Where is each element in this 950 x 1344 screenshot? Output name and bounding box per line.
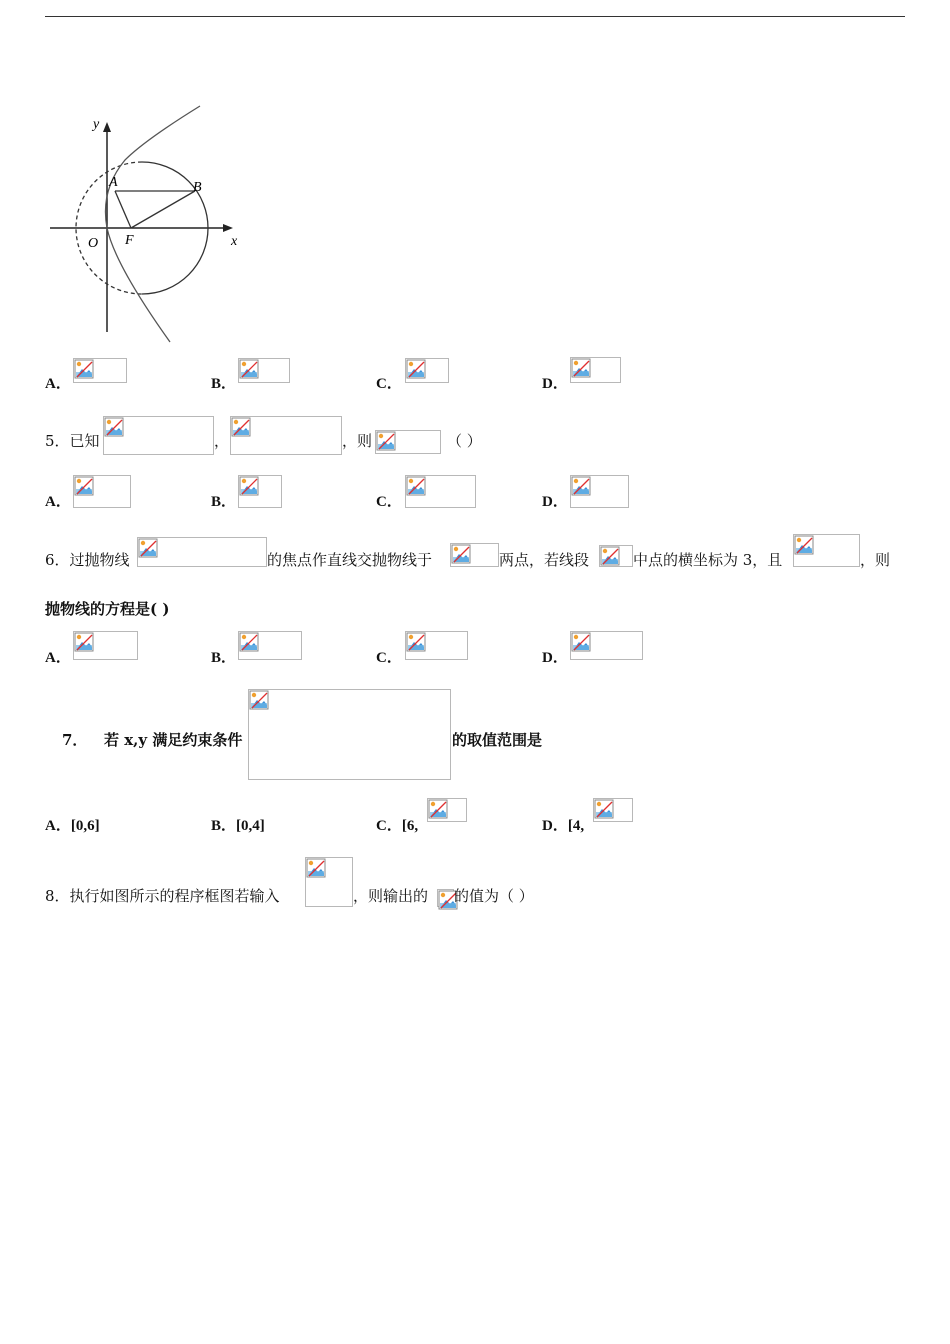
axis-y-label: y [93,117,100,132]
q8-middle: ，则输出的 [353,887,429,905]
q5-option-a-image [73,475,131,508]
q5-formula-image-2 [230,416,342,455]
q5-sep1: ， [214,432,230,450]
q5-formula-image-3 [375,430,441,454]
q4-option-b-label: B． [211,376,237,392]
broken-image-icon [74,476,94,496]
q6-part4: 中点的横坐标为 3，且 [633,551,783,569]
q6-option-b-image [238,631,302,660]
broken-image-icon [600,546,620,566]
axis-x-label: x [231,234,238,249]
q7-option-d: D．[4, [542,818,585,834]
q7-option-c: C．[6, [376,818,419,834]
broken-image-icon [571,476,591,496]
q6-option-a-image [73,631,138,660]
q4-option-b-image [238,358,290,383]
q6-part2: 的焦点作直线交抛物线于 [267,551,433,569]
q6-option-c-image [405,631,468,660]
broken-image-icon [239,476,259,496]
parabola-circle-figure [45,100,255,350]
q4-option-d-label: D． [542,376,568,392]
point-b-label: B [193,180,202,195]
broken-image-icon [306,858,326,878]
q6-option-c-label: C． [376,650,402,666]
q6-part5: ，则 [860,551,891,569]
q7-number: 7． [62,731,88,749]
broken-image-icon [239,632,259,652]
q6-line2: 抛物线的方程是( ) [45,600,170,618]
q4-option-c-label: C． [376,376,402,392]
q7-prefix: 若 x,y 满足约束条件 [104,731,243,749]
q5-paren: （ ） [447,432,482,450]
q6-formula-image-3 [599,545,633,567]
q5-sep2: ，则 [342,432,373,450]
q5-option-a-label: A． [45,494,71,510]
q8-variable-image [437,889,454,907]
broken-image-icon [138,538,158,558]
q4-option-a-label: A． [45,376,71,392]
q6-part3: 两点，若线段 [499,551,590,569]
q6-option-a-label: A． [45,650,71,666]
broken-image-icon [406,632,426,652]
q5-option-c-image [405,475,476,508]
q8-suffix: 的值为（ ） [454,887,534,905]
focus-label: F [125,233,134,248]
broken-image-icon [249,690,269,710]
q4-option-a-image [73,358,127,383]
header-rule [45,16,905,17]
q6-formula-image-1 [137,537,267,567]
q5-prefix: 5．已知 [45,432,100,450]
q6-formula-image-4 [793,534,860,567]
broken-image-icon [594,799,614,819]
broken-image-icon [571,358,591,378]
broken-image-icon [376,431,396,451]
q5-option-c-label: C． [376,494,402,510]
q5-formula-image-1 [103,416,214,455]
q6-formula-image-2 [450,543,499,567]
q8-input-image [305,857,353,907]
broken-image-icon [451,544,471,564]
q6-option-d-label: D． [542,650,568,666]
q7-option-c-image [427,798,467,822]
q4-option-d-image [570,357,621,383]
q6-option-d-image [570,631,643,660]
q7-constraint-image [248,689,451,780]
q7-suffix: 的取值范围是 [452,731,543,749]
q6-prefix: 6．过抛物线 [45,551,130,569]
broken-image-icon [794,535,814,555]
broken-image-icon [74,359,94,379]
q5-option-b-image [238,475,282,508]
q5-option-b-label: B． [211,494,237,510]
point-a-label: A [109,175,118,190]
broken-image-icon [571,632,591,652]
broken-image-icon [231,417,251,437]
broken-image-icon [428,799,448,819]
q5-option-d-label: D． [542,494,568,510]
q8-prefix: 8．执行如图所示的程序框图若输入 [45,887,280,905]
q7-option-d-image [593,798,633,822]
broken-image-icon [406,359,426,379]
broken-image-icon [406,476,426,496]
q7-option-a: A．[0,6] [45,818,100,834]
origin-label: O [88,236,99,251]
q6-option-b-label: B． [211,650,237,666]
q4-option-c-image [405,358,449,383]
broken-image-icon [239,359,259,379]
q5-option-d-image [570,475,629,508]
broken-image-icon [74,632,94,652]
q7-option-b: B．[0,4] [211,818,265,834]
broken-image-icon [104,417,124,437]
